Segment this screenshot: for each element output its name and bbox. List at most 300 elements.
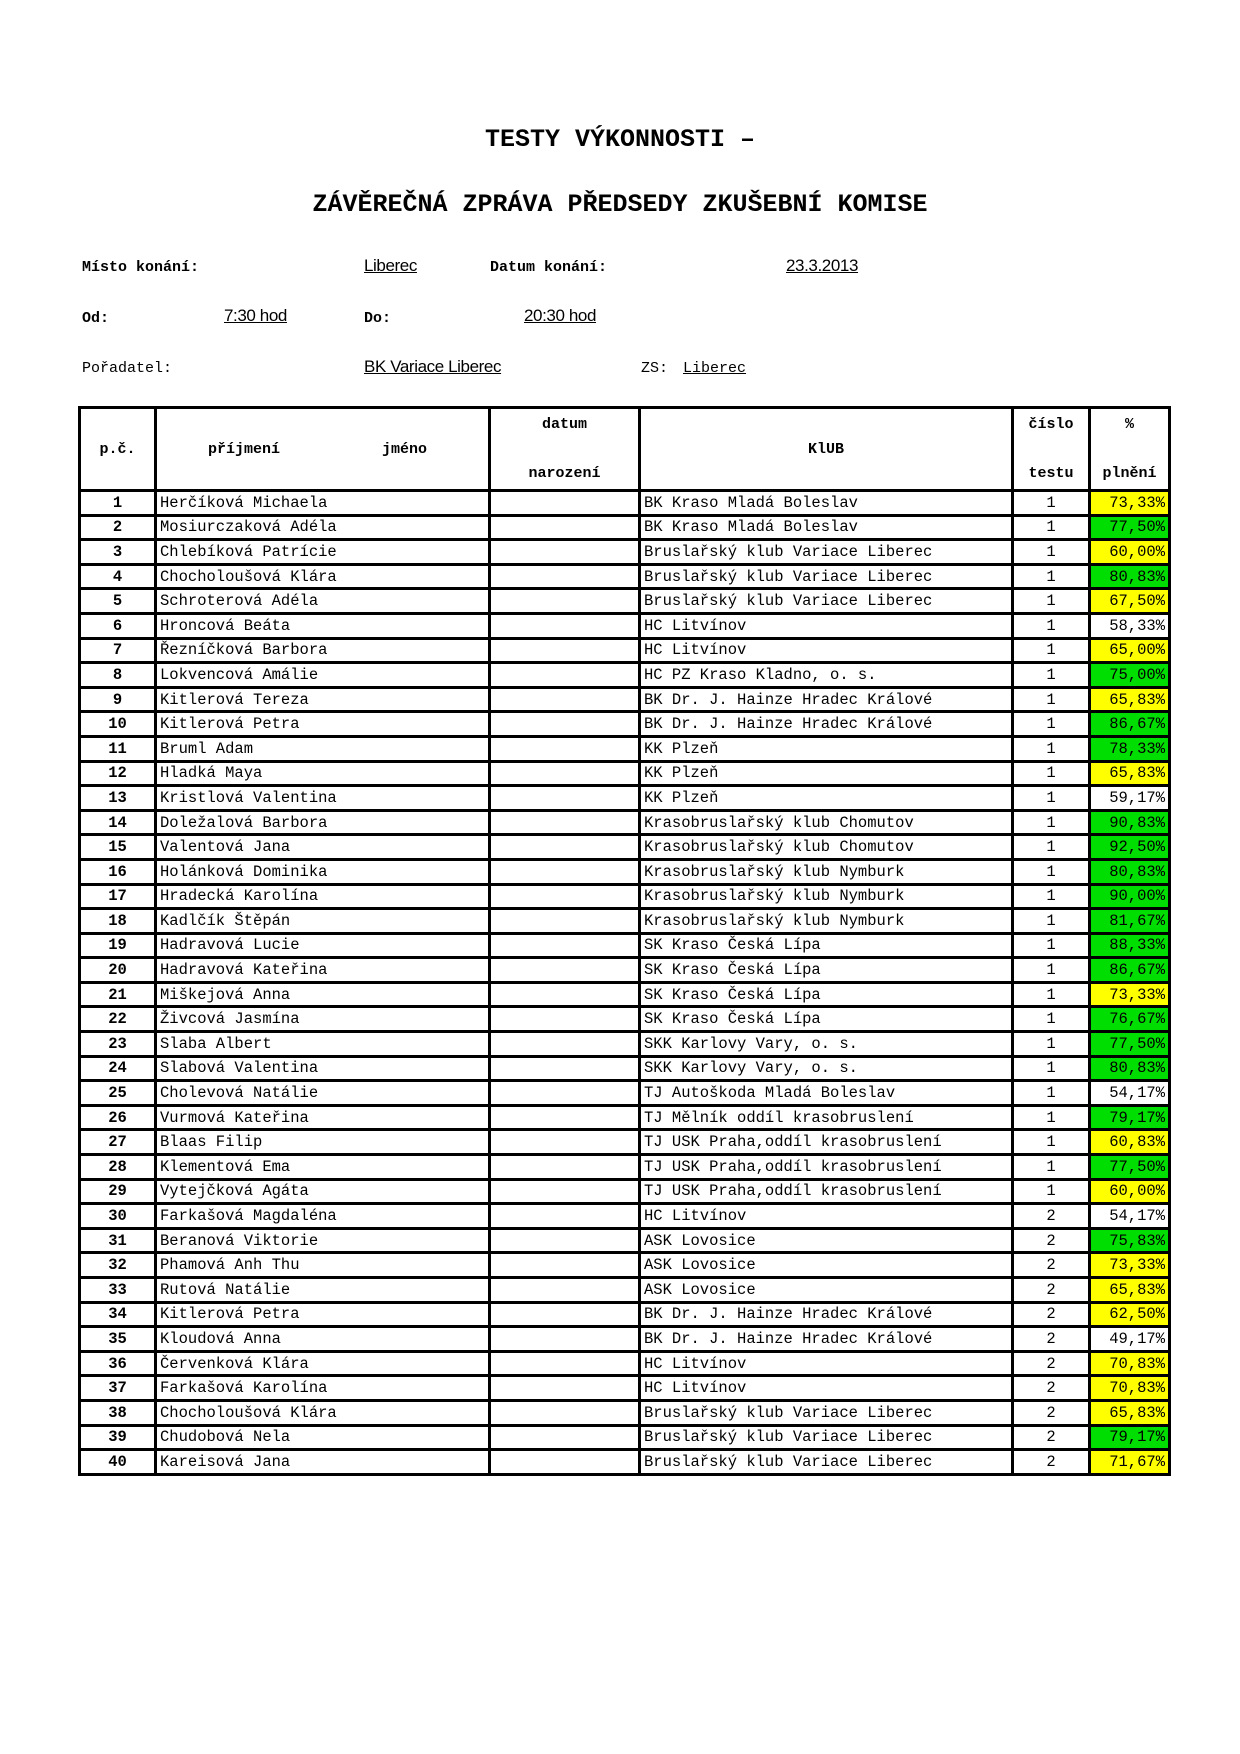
row-name: Hadravová Lucie: [156, 933, 490, 958]
row-test-number: 1: [1013, 687, 1090, 712]
row-name: Hladká Maya: [156, 761, 490, 786]
row-club: SK Kraso Česká Lípa: [640, 982, 1013, 1007]
header-surname: příjmení: [207, 440, 280, 458]
row-club: TJ Mělník oddíl krasobruslení: [640, 1105, 1013, 1130]
row-number: 37: [80, 1376, 156, 1401]
row-name: Chudobová Nela: [156, 1425, 490, 1450]
row-club: KK Plzeň: [640, 786, 1013, 811]
row-number: 21: [80, 982, 156, 1007]
to-label: Do:: [364, 310, 392, 327]
row-birth-date: [490, 933, 640, 958]
date-value: 23.3.2013: [786, 256, 859, 275]
row-percent: 90,83%: [1090, 810, 1170, 835]
row-name: Chocholoušová Klára: [156, 1400, 490, 1425]
table-row: [80, 1032, 1170, 1057]
row-test-number: 1: [1013, 663, 1090, 688]
row-number: 9: [80, 687, 156, 712]
row-club: BK Dr. J. Hainze Hradec Králové: [640, 712, 1013, 737]
row-test-number: 1: [1013, 1179, 1090, 1204]
place-label: Místo konání:: [82, 259, 200, 276]
table-row: [80, 1302, 1170, 1327]
row-birth-date: [490, 1155, 640, 1180]
row-number: 25: [80, 1081, 156, 1106]
table-row: [80, 589, 1170, 614]
row-birth-date: [490, 1204, 640, 1229]
row-club: SK Kraso Česká Lípa: [640, 933, 1013, 958]
row-birth-date: [490, 884, 640, 909]
table-row: [80, 515, 1170, 540]
row-club: Krasobruslařský klub Chomutov: [640, 810, 1013, 835]
row-name: Herčíková Michaela: [156, 491, 490, 516]
table-row: [80, 1007, 1170, 1032]
row-number: 15: [80, 835, 156, 860]
row-number: 26: [80, 1105, 156, 1130]
row-percent: 49,17%: [1090, 1327, 1170, 1352]
row-name: Slabová Valentina: [156, 1056, 490, 1081]
row-birth-date: [490, 613, 640, 638]
row-number: 35: [80, 1327, 156, 1352]
table-row: [80, 1278, 1170, 1303]
row-percent: 81,67%: [1090, 909, 1170, 934]
report-title-line1: TESTY VÝKONNOSTI –: [484, 125, 756, 154]
row-name: Miškejová Anna: [156, 982, 490, 1007]
row-name: Doležalová Barbora: [156, 810, 490, 835]
report-title-line2: ZÁVĚREČNÁ ZPRÁVA PŘEDSEDY ZKUŠEBNÍ KOMISE: [312, 190, 928, 219]
table-row: [80, 1179, 1170, 1204]
row-club: SKK Karlovy Vary, o. s.: [640, 1032, 1013, 1057]
row-test-number: 1: [1013, 613, 1090, 638]
row-test-number: 1: [1013, 589, 1090, 614]
row-club: Bruslařský klub Variace Liberec: [640, 540, 1013, 565]
table-row: [80, 884, 1170, 909]
row-percent: 77,50%: [1090, 515, 1170, 540]
row-birth-date: [490, 1179, 640, 1204]
row-percent: 54,17%: [1090, 1204, 1170, 1229]
row-club: Krasobruslařský klub Chomutov: [640, 835, 1013, 860]
row-club: BK Dr. J. Hainze Hradec Králové: [640, 1327, 1013, 1352]
row-birth-date: [490, 638, 640, 663]
row-name: Kitlerová Tereza: [156, 687, 490, 712]
row-birth-date: [490, 736, 640, 761]
row-number: 23: [80, 1032, 156, 1057]
table-row: [80, 712, 1170, 737]
row-number: 32: [80, 1253, 156, 1278]
zs-label: ZS:: [641, 360, 669, 377]
row-birth-date: [490, 712, 640, 737]
results-body: [80, 491, 1170, 1475]
row-test-number: 1: [1013, 810, 1090, 835]
row-name: Kadlčík Štěpán: [156, 909, 490, 934]
row-number: 1: [80, 491, 156, 516]
row-test-number: 2: [1013, 1278, 1090, 1303]
row-percent: 73,33%: [1090, 1253, 1170, 1278]
date-label: Datum konání:: [490, 259, 608, 276]
table-row: [80, 859, 1170, 884]
header-test-bottom: testu: [1028, 465, 1074, 482]
row-birth-date: [490, 958, 640, 983]
row-club: BK Kraso Mladá Boleslav: [640, 515, 1013, 540]
row-test-number: 1: [1013, 835, 1090, 860]
row-percent: 73,33%: [1090, 982, 1170, 1007]
row-club: Bruslařský klub Variace Liberec: [640, 564, 1013, 589]
row-test-number: 1: [1013, 712, 1090, 737]
row-percent: 92,50%: [1090, 835, 1170, 860]
row-test-number: 1: [1013, 515, 1090, 540]
table-row: [80, 540, 1170, 565]
row-birth-date: [490, 909, 640, 934]
row-birth-date: [490, 515, 640, 540]
row-birth-date: [490, 1056, 640, 1081]
row-birth-date: [490, 982, 640, 1007]
row-number: 16: [80, 859, 156, 884]
row-name: Schroterová Adéla: [156, 589, 490, 614]
organizer-label: Pořadatel:: [82, 360, 173, 377]
row-name: Hadravová Kateřina: [156, 958, 490, 983]
row-test-number: 1: [1013, 761, 1090, 786]
row-name: Kloudová Anna: [156, 1327, 490, 1352]
row-test-number: 2: [1013, 1351, 1090, 1376]
results-table: [78, 406, 1171, 1476]
row-test-number: 1: [1013, 1105, 1090, 1130]
row-number: 13: [80, 786, 156, 811]
row-percent: 88,33%: [1090, 933, 1170, 958]
row-name: Beranová Viktorie: [156, 1228, 490, 1253]
row-birth-date: [490, 810, 640, 835]
table-row: [80, 1081, 1170, 1106]
row-test-number: 1: [1013, 1032, 1090, 1057]
row-number: 29: [80, 1179, 156, 1204]
row-birth-date: [490, 1376, 640, 1401]
row-number: 24: [80, 1056, 156, 1081]
row-club: Krasobruslařský klub Nymburk: [640, 884, 1013, 909]
table-row: [80, 1155, 1170, 1180]
row-percent: 73,33%: [1090, 491, 1170, 516]
row-name: Farkašová Karolína: [156, 1376, 490, 1401]
row-number: 33: [80, 1278, 156, 1303]
row-birth-date: [490, 1278, 640, 1303]
row-number: 12: [80, 761, 156, 786]
row-name: Vytejčková Agáta: [156, 1179, 490, 1204]
row-test-number: 1: [1013, 736, 1090, 761]
row-club: ASK Lovosice: [640, 1278, 1013, 1303]
row-test-number: 2: [1013, 1302, 1090, 1327]
row-percent: 77,50%: [1090, 1032, 1170, 1057]
row-club: TJ USK Praha,oddíl krasobruslení: [640, 1130, 1013, 1155]
row-club: SK Kraso Česká Lípa: [640, 958, 1013, 983]
row-number: 31: [80, 1228, 156, 1253]
row-birth-date: [490, 1032, 640, 1057]
row-percent: 59,17%: [1090, 786, 1170, 811]
header-test-number: [1013, 408, 1090, 491]
row-birth-date: [490, 1081, 640, 1106]
row-percent: 77,50%: [1090, 1155, 1170, 1180]
row-percent: 65,83%: [1090, 1400, 1170, 1425]
row-birth-date: [490, 589, 640, 614]
table-row: [80, 1400, 1170, 1425]
row-birth-date: [490, 761, 640, 786]
row-test-number: 1: [1013, 1081, 1090, 1106]
row-percent: 80,83%: [1090, 1056, 1170, 1081]
row-club: HC Litvínov: [640, 1351, 1013, 1376]
row-birth-date: [490, 1450, 640, 1475]
row-club: HC Litvínov: [640, 1204, 1013, 1229]
row-club: Bruslařský klub Variace Liberec: [640, 589, 1013, 614]
row-birth-date: [490, 1105, 640, 1130]
table-row: [80, 687, 1170, 712]
row-name: Chlebíková Patrície: [156, 540, 490, 565]
header-order-number: p.č.: [80, 408, 156, 491]
header-name: jméno: [381, 440, 427, 458]
header-birth-date: [490, 408, 640, 491]
row-number: 2: [80, 515, 156, 540]
row-club: Krasobruslařský klub Nymburk: [640, 859, 1013, 884]
row-percent: 75,00%: [1090, 663, 1170, 688]
row-number: 14: [80, 810, 156, 835]
row-percent: 90,00%: [1090, 884, 1170, 909]
header-birth-bottom: narození: [528, 465, 601, 482]
row-percent: 65,83%: [1090, 687, 1170, 712]
row-number: 10: [80, 712, 156, 737]
table-header-row: [80, 408, 1170, 491]
table-row: [80, 1327, 1170, 1352]
place-value: Liberec: [364, 256, 417, 275]
row-percent: 60,00%: [1090, 1179, 1170, 1204]
table-row: [80, 810, 1170, 835]
row-club: BK Kraso Mladá Boleslav: [640, 491, 1013, 516]
row-club: Krasobruslařský klub Nymburk: [640, 909, 1013, 934]
row-name: Bruml Adam: [156, 736, 490, 761]
header-surname-name: [156, 408, 490, 491]
table-row: [80, 638, 1170, 663]
row-test-number: 1: [1013, 491, 1090, 516]
row-birth-date: [490, 491, 640, 516]
row-percent: 86,67%: [1090, 958, 1170, 983]
row-test-number: 1: [1013, 933, 1090, 958]
row-club: TJ USK Praha,oddíl krasobruslení: [640, 1155, 1013, 1180]
table-row: [80, 1204, 1170, 1229]
row-birth-date: [490, 1327, 640, 1352]
row-birth-date: [490, 1007, 640, 1032]
row-number: 19: [80, 933, 156, 958]
row-name: Kitlerová Petra: [156, 1302, 490, 1327]
row-test-number: 1: [1013, 638, 1090, 663]
header-club: KlUB: [640, 408, 1013, 491]
row-name: Phamová Anh Thu: [156, 1253, 490, 1278]
to-value: 20:30 hod: [524, 306, 597, 325]
row-test-number: 2: [1013, 1376, 1090, 1401]
row-club: BK Dr. J. Hainze Hradec Králové: [640, 687, 1013, 712]
row-percent: 65,00%: [1090, 638, 1170, 663]
table-row: [80, 786, 1170, 811]
row-test-number: 1: [1013, 540, 1090, 565]
row-club: Bruslařský klub Variace Liberec: [640, 1450, 1013, 1475]
row-name: Rutová Natálie: [156, 1278, 490, 1303]
row-birth-date: [490, 540, 640, 565]
row-number: 7: [80, 638, 156, 663]
row-test-number: 1: [1013, 884, 1090, 909]
table-row: [80, 761, 1170, 786]
row-number: 39: [80, 1425, 156, 1450]
row-test-number: 1: [1013, 1130, 1090, 1155]
row-number: 38: [80, 1400, 156, 1425]
row-percent: 62,50%: [1090, 1302, 1170, 1327]
row-birth-date: [490, 1302, 640, 1327]
row-birth-date: [490, 1400, 640, 1425]
row-test-number: 1: [1013, 786, 1090, 811]
row-number: 27: [80, 1130, 156, 1155]
table-row: [80, 1351, 1170, 1376]
row-club: Bruslařský klub Variace Liberec: [640, 1425, 1013, 1450]
row-name: Živcová Jasmína: [156, 1007, 490, 1032]
row-birth-date: [490, 1130, 640, 1155]
row-test-number: 1: [1013, 1056, 1090, 1081]
row-name: Klementová Ema: [156, 1155, 490, 1180]
row-test-number: 1: [1013, 958, 1090, 983]
row-birth-date: [490, 1253, 640, 1278]
row-birth-date: [490, 663, 640, 688]
row-test-number: 1: [1013, 1007, 1090, 1032]
row-name: Lokvencová Amálie: [156, 663, 490, 688]
zs-value: Liberec: [683, 360, 747, 377]
from-label: Od:: [82, 310, 110, 327]
row-test-number: 2: [1013, 1204, 1090, 1229]
row-number: 34: [80, 1302, 156, 1327]
row-club: ASK Lovosice: [640, 1253, 1013, 1278]
row-name: Kitlerová Petra: [156, 712, 490, 737]
from-value: 7:30 hod: [224, 306, 287, 325]
row-name: Cholevová Natálie: [156, 1081, 490, 1106]
row-percent: 71,67%: [1090, 1450, 1170, 1475]
row-number: 36: [80, 1351, 156, 1376]
row-name: Červenková Klára: [156, 1351, 490, 1376]
row-percent: 76,67%: [1090, 1007, 1170, 1032]
row-percent: 78,33%: [1090, 736, 1170, 761]
row-name: Holánková Dominika: [156, 859, 490, 884]
table-row: [80, 1253, 1170, 1278]
header-birth-top: datum: [541, 416, 587, 433]
row-test-number: 1: [1013, 982, 1090, 1007]
table-row: [80, 958, 1170, 983]
row-birth-date: [490, 859, 640, 884]
row-test-number: 2: [1013, 1253, 1090, 1278]
header-pct-top: %: [1124, 416, 1134, 433]
row-club: KK Plzeň: [640, 736, 1013, 761]
row-percent: 70,83%: [1090, 1376, 1170, 1401]
row-club: KK Plzeň: [640, 761, 1013, 786]
row-club: TJ USK Praha,oddíl krasobruslení: [640, 1179, 1013, 1204]
row-number: 8: [80, 663, 156, 688]
row-club: HC Litvínov: [640, 1376, 1013, 1401]
row-name: Valentová Jana: [156, 835, 490, 860]
table-row: [80, 613, 1170, 638]
row-name: Vurmová Kateřina: [156, 1105, 490, 1130]
row-name: Slaba Albert: [156, 1032, 490, 1057]
header-pct-bottom: plnění: [1102, 465, 1157, 482]
row-percent: 80,83%: [1090, 564, 1170, 589]
row-test-number: 1: [1013, 909, 1090, 934]
row-test-number: 2: [1013, 1425, 1090, 1450]
header-percent: [1090, 408, 1170, 491]
row-name: Farkašová Magdaléna: [156, 1204, 490, 1229]
row-name: Hroncová Beáta: [156, 613, 490, 638]
row-name: Řezníčková Barbora: [156, 638, 490, 663]
row-test-number: 2: [1013, 1400, 1090, 1425]
row-test-number: 2: [1013, 1327, 1090, 1352]
row-test-number: 1: [1013, 564, 1090, 589]
row-number: 20: [80, 958, 156, 983]
row-test-number: 2: [1013, 1450, 1090, 1475]
row-club: HC PZ Kraso Kladno, o. s.: [640, 663, 1013, 688]
row-name: Chocholoušová Klára: [156, 564, 490, 589]
row-percent: 65,83%: [1090, 1278, 1170, 1303]
row-percent: 75,83%: [1090, 1228, 1170, 1253]
table-row: [80, 982, 1170, 1007]
row-club: HC Litvínov: [640, 638, 1013, 663]
row-percent: 79,17%: [1090, 1425, 1170, 1450]
row-club: TJ Autoškoda Mladá Boleslav: [640, 1081, 1013, 1106]
row-birth-date: [490, 786, 640, 811]
row-number: 6: [80, 613, 156, 638]
row-birth-date: [490, 564, 640, 589]
row-number: 5: [80, 589, 156, 614]
row-number: 3: [80, 540, 156, 565]
row-number: 30: [80, 1204, 156, 1229]
table-row: [80, 909, 1170, 934]
table-row: [80, 835, 1170, 860]
row-number: 28: [80, 1155, 156, 1180]
header-test-top: číslo: [1028, 416, 1074, 433]
row-test-number: 1: [1013, 859, 1090, 884]
row-percent: 67,50%: [1090, 589, 1170, 614]
table-row: [80, 564, 1170, 589]
row-number: 22: [80, 1007, 156, 1032]
row-club: BK Dr. J. Hainze Hradec Králové: [640, 1302, 1013, 1327]
row-birth-date: [490, 1228, 640, 1253]
row-percent: 65,83%: [1090, 761, 1170, 786]
row-club: HC Litvínov: [640, 613, 1013, 638]
table-row: [80, 933, 1170, 958]
row-percent: 80,83%: [1090, 859, 1170, 884]
row-club: SK Kraso Česká Lípa: [640, 1007, 1013, 1032]
row-test-number: 1: [1013, 1155, 1090, 1180]
row-club: ASK Lovosice: [640, 1228, 1013, 1253]
organizer-value: BK Variace Liberec: [364, 357, 502, 376]
table-row: [80, 1376, 1170, 1401]
row-percent: 58,33%: [1090, 613, 1170, 638]
row-birth-date: [490, 687, 640, 712]
row-number: 11: [80, 736, 156, 761]
row-number: 40: [80, 1450, 156, 1475]
row-percent: 54,17%: [1090, 1081, 1170, 1106]
row-birth-date: [490, 1425, 640, 1450]
row-number: 4: [80, 564, 156, 589]
table-row: [80, 1105, 1170, 1130]
table-row: [80, 1130, 1170, 1155]
row-percent: 79,17%: [1090, 1105, 1170, 1130]
row-name: Hradecká Karolína: [156, 884, 490, 909]
row-number: 18: [80, 909, 156, 934]
row-club: Bruslařský klub Variace Liberec: [640, 1400, 1013, 1425]
row-name: Kareisová Jana: [156, 1450, 490, 1475]
table-row: [80, 663, 1170, 688]
table-row: [80, 1450, 1170, 1475]
table-row: [80, 1228, 1170, 1253]
row-percent: 86,67%: [1090, 712, 1170, 737]
table-row: [80, 1056, 1170, 1081]
table-row: [80, 736, 1170, 761]
row-birth-date: [490, 835, 640, 860]
row-number: 17: [80, 884, 156, 909]
